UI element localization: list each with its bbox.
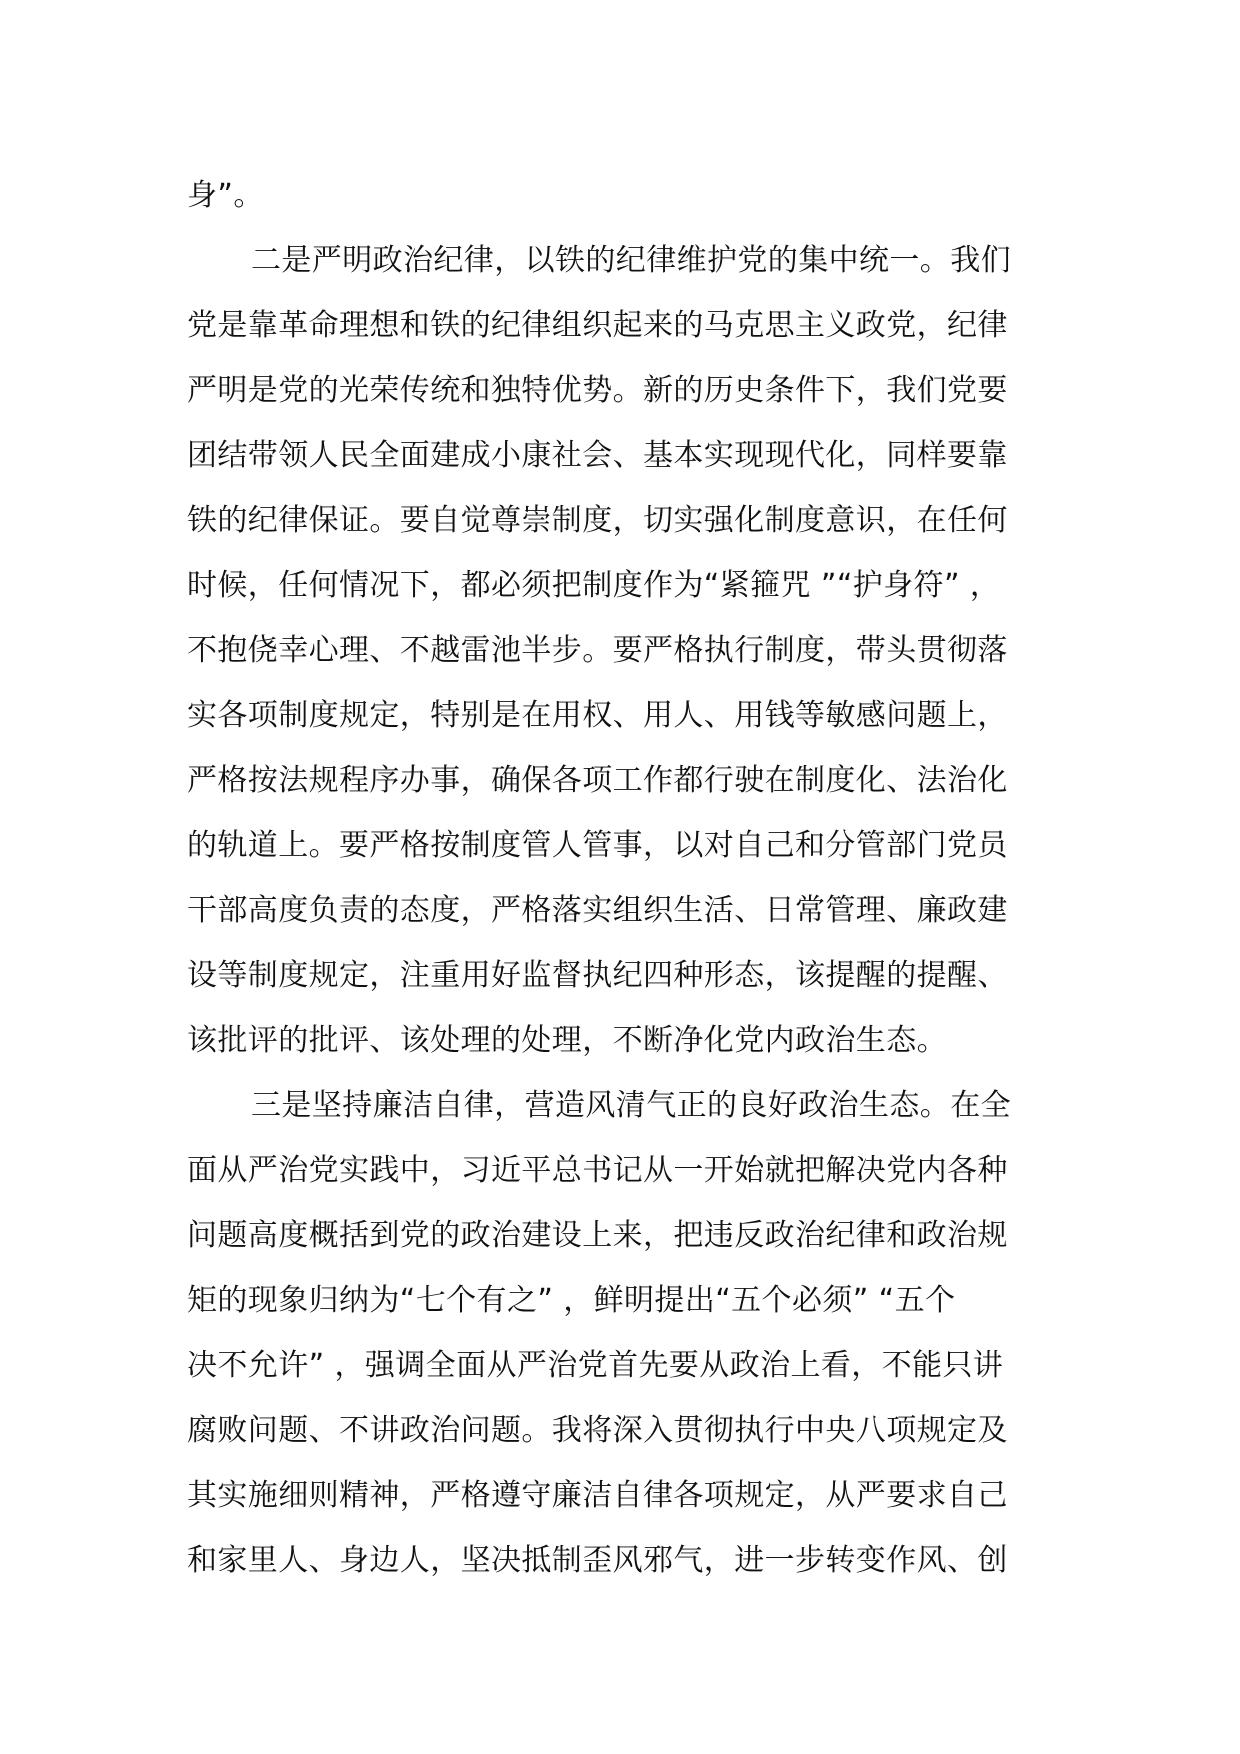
text-line: 严格按法规程序办事，确保各项工作都行驶在制度化、法治化 [187, 763, 1008, 798]
text-line: 决不允许” ，强调全面从严治党首先要从政治上看，不能只讲 [187, 1348, 1004, 1383]
text-line: 干部高度负责的态度，严格落实组织生活、日常管理、廉政建 [187, 893, 1008, 928]
text-line: 设等制度规定，注重用好监督执纪四种形态，该提醒的提醒、 [187, 958, 1008, 993]
text-line: 该批评的批评、该处理的处理，不断净化党内政治生态。 [187, 1023, 947, 1058]
text-line: 矩的现象归纳为“七个有之” ，鲜明提出“五个必须” “五个 [187, 1283, 956, 1318]
text-line: 其实施细则精神，严格遵守廉洁自律各项规定，从严要求自己 [187, 1478, 1008, 1513]
body-text [187, 163, 1067, 1593]
paragraph-start-line: 三是坚持廉洁自律，营造风清气正的良好政治生态。在全 [251, 1088, 1011, 1123]
text-line: 身”。 [187, 178, 264, 213]
text-line: 党是靠革命理想和铁的纪律组织起来的马克思主义政党，纪律 [187, 308, 1008, 343]
text-line: 面从严治党实践中，习近平总书记从一开始就把解决党内各种 [187, 1153, 1008, 1188]
text-line: 铁的纪律保证。要自觉尊崇制度，切实强化制度意识，在任何 [187, 503, 1008, 538]
text-line: 团结带领人民全面建成小康社会、基本实现现代化，同样要靠 [187, 438, 1008, 473]
text-line: 时候，任何情况下，都必须把制度作为“紧箍咒 ”“护身符” ， [187, 568, 1001, 603]
paragraph-start-line: 二是严明政治纪律，以铁的纪律维护党的集中统一。我们 [251, 243, 1011, 278]
text-line: 腐败问题、不讲政治问题。我将深入贯彻执行中央八项规定及 [187, 1413, 1008, 1448]
text-line: 的轨道上。要严格按制度管人管事，以对自己和分管部门党员 [187, 828, 1008, 863]
text-line: 不抱侥幸心理、不越雷池半步。要严格执行制度，带头贯彻落 [187, 633, 1008, 668]
text-line: 和家里人、身边人，坚决抵制歪风邪气，进一步转变作风、创 [187, 1543, 1008, 1578]
text-line: 严明是党的光荣传统和独特优势。新的历史条件下，我们党要 [187, 373, 1008, 408]
text-line: 问题高度概括到党的政治建设上来，把违反政治纪律和政治规 [187, 1218, 1008, 1253]
text-line: 实各项制度规定，特别是在用权、用人、用钱等敏感问题上， [187, 698, 1008, 733]
